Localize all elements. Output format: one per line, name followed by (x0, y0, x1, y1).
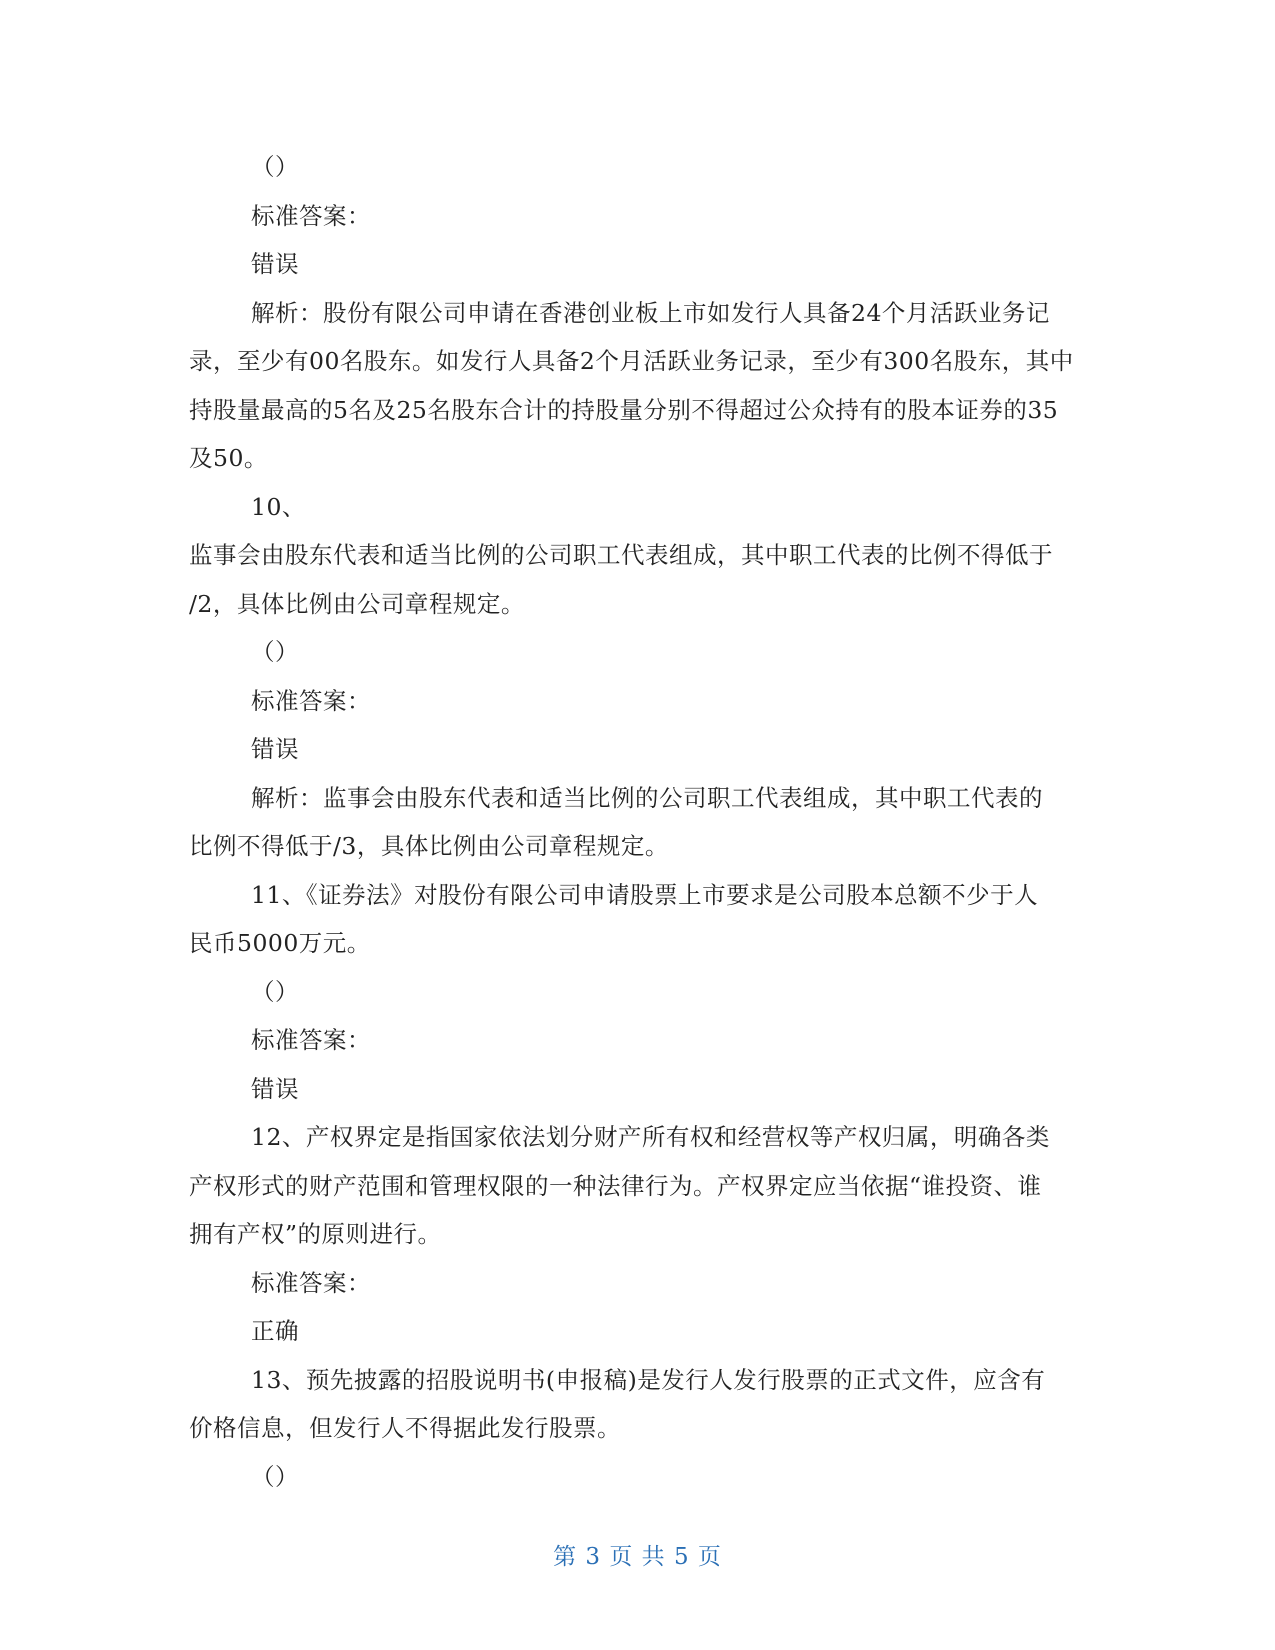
question-text: /2，具体比例由公司章程规定。 (189, 589, 525, 618)
explanation-text: 录，至少有00名股东。如发行人具备2个月活跃业务记录，至少有300名股东，其中 (189, 347, 1074, 375)
question-text: 13、预先披露的招股说明书(申报稿)是发行人发行股票的正式文件，应含有 (251, 1365, 1046, 1394)
page-number-label: 第 3 页 共 5 页 (553, 1544, 722, 1570)
answer-blank: （） (251, 977, 299, 1006)
question-text: 产权形式的财产范围和管理权限的一种法律行为。产权界定应当依据“谁投资、谁 (189, 1171, 1042, 1200)
explanation-text: 比例不得低于/3，具体比例由公司章程规定。 (189, 832, 669, 860)
question-text: 价格信息，但发行人不得据此发行股票。 (189, 1414, 621, 1442)
question-text: 12、产权界定是指国家依法划分财产所有权和经营权等产权归属，明确各类 (251, 1123, 1050, 1151)
question-text: 11、《证券法》对股份有限公司申请股票上市要求是公司股本总额不少于人 (251, 880, 1039, 909)
answer-blank: （） (251, 153, 299, 181)
question-text: 监事会由股东代表和适当比例的公司职工代表组成，其中职工代表的比例不得低于 (189, 541, 1053, 569)
question-number: 10、 (251, 492, 306, 521)
explanation-text: 持股量最高的5名及25名股东合计的持股量分别不得超过公众持有的股本证券的35 (189, 395, 1059, 424)
question-text: 民币5000万元。 (189, 929, 371, 957)
question-text: 拥有产权”的原则进行。 (189, 1220, 442, 1248)
explanation-text: 解析：股份有限公司申请在香港创业板上市如发行人具备24个月活跃业务记 (251, 298, 1050, 327)
explanation-text: 解析：监事会由股东代表和适当比例的公司职工代表组成，其中职工代表的 (251, 783, 1043, 812)
answer-label: 标准答案： (251, 686, 371, 715)
answer-value: 错误 (251, 735, 299, 763)
page-footer (0, 1538, 1275, 1571)
document-body (189, 143, 1089, 1501)
answer-label: 标准答案： (251, 1268, 371, 1297)
answer-value: 错误 (251, 250, 299, 278)
explanation-text: 及50。 (189, 444, 268, 472)
answer-label: 标准答案： (251, 1026, 371, 1054)
answer-value: 正确 (251, 1317, 299, 1345)
answer-label: 标准答案： (251, 201, 371, 230)
answer-value: 错误 (251, 1074, 299, 1103)
answer-blank: （） (251, 638, 299, 666)
answer-blank: （） (251, 1462, 299, 1491)
